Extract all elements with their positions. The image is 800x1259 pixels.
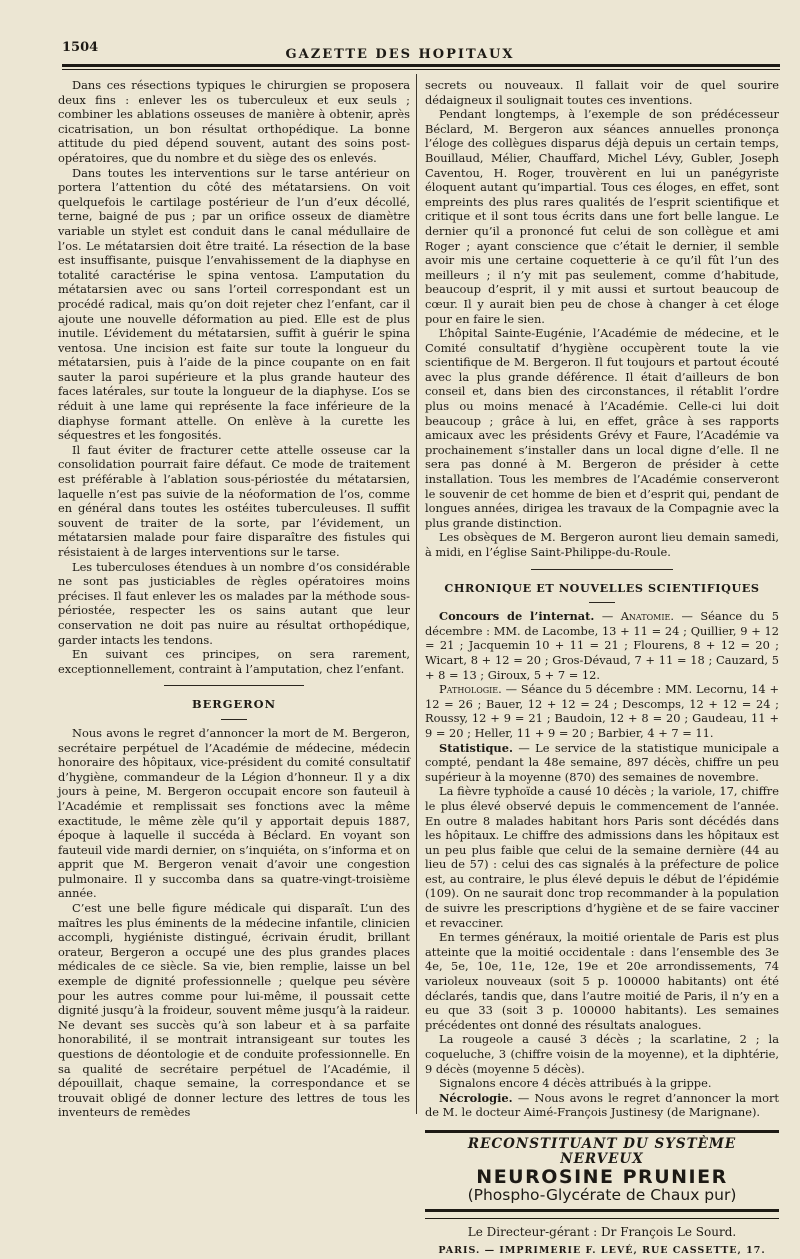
rubric-text: — Séance du 5 décembre : MM. de Lacombe, 13 + 11 = 24 ; Quillier, 9 + 12 = 21 ; Jacquemin 10 + 11 = 21 ; Flourens, 8 + 12 = 20 ; Wicart, 8 + 12 = 20 ; Gros-Dévaud, 7 + 11 = 18 ; Cauzard, 5 + 8 = 13 ; Giroux, 5 + 7 = 12. <box>425 609 779 682</box>
rubric-heading: Statistique. <box>439 740 513 755</box>
title-underline <box>589 602 615 603</box>
right-column <box>425 78 779 1259</box>
paragraph: En suivant ces principes, on sera rarement, exceptionnellement, contraint à l’amputation, chez l’enfant. <box>58 647 410 676</box>
section-title-chronique: CHRONIQUE ET NOUVELLES SCIENTIFIQUES <box>444 580 760 595</box>
paragraph: Dans ces résections typiques le chirurgien se proposera deux fins : enlever les os tuberculeux et eux seuls ; combiner les ablations osseuses de manière à obtenir, après cicatrisation, un bon résultat orthopédique. La bonne attitude du pied dépend souvent, autant des soins post-opératoires, que du nombre et du siège des os enlevés. <box>58 78 410 165</box>
ad-product-name: NEUROSINE PRUNIER <box>476 1166 728 1189</box>
header-rule <box>62 64 780 70</box>
paragraph: Signalons encore 4 décès attribués à la grippe. <box>439 1076 712 1091</box>
left-column <box>58 78 410 1120</box>
section-title-bergeron: BERGERON <box>192 697 276 712</box>
column-divider <box>416 74 417 1114</box>
paragraph: Les tuberculoses étendues à un nombre d’os considérable ne sont pas justiciables de règles opératoires moins précises. Il faut enlever les os malades par la méthode sous-périostée, respecter les os sains autant que leur conservation ne doit pas nuire au résultat orthopédique, garder intacts les tendons. <box>58 559 410 647</box>
gerant-line: Le Directeur-gérant : Dr François Le Sourd. <box>467 1224 737 1239</box>
ornament-divider <box>58 681 410 689</box>
rubric-text: — Nous avons le regret d’annoncer la mort de M. le docteur Aimé-François Justinesy (de Marignane). <box>425 1090 779 1120</box>
paragraph: Pendant longtemps, à l’exemple de son prédécesseur Béclard, M. Bergeron aux séances annuelles prononça l’éloge des collègues disparus déjà depuis un certain temps, Bouillaud, Mélier, Chauffard, Michel Lévy, Gubler, Joseph Caventou, H. Roger, trouvèrent en lui un panégyriste éloquent autant qu’impartial. Tous ces éloges, en effet, sont empreints des plus rares qualités de l’esprit scientifique et critique et il sont tous écrits dans une fort belle langue. Le dernier qu’il a prononcé fut celui de son collègue et ami Roger ; ayant conscience que c’était le dernier, il semble avoir mis une certaine coquetterie à ce qu’il fût l’un des meilleurs ; il n’y mit pas seulement, comme d’habitude, beaucoup d’esprit, il y mit aussi et surtout beaucoup de cœur. Il y aurait bien peu de chose à changer à cet éloge pour en faire le sien. <box>425 107 779 326</box>
rubric-heading: Nécrologie. <box>439 1090 513 1105</box>
paragraph: Les obsèques de M. Bergeron auront lieu demain samedi, à midi, en l’église Saint-Philippe-du-Roule. <box>425 530 779 559</box>
paragraph: Concours de l’internat. — Anatomie. — Séance du 5 décembre : MM. de Lacombe, 13 + 11 = 24 ; Quillier, 9 + 12 = 21 ; Jacquemin 10 + 11 = 21 ; Flourens, 8 + 12 = 20 ; Wicart, 8 + 12 = 20 ; Gros-Dévaud, 7 + 11 = 18 ; Cauzard, 5 + 8 = 13 ; Giroux, 5 + 7 = 12. <box>425 609 779 682</box>
paragraph: Dans toutes les interventions sur le tarse antérieur on portera l’attention du côté des métatarsiens. On voit quelquefois le cartilage postérieur de l’un d’eux décollé, terne, baigné de pus ; par un orifice osseux de diamètre variable un stylet est conduit dans le canal médullaire de l’os. Le métatarsien doit être traité. La résection de la base est insuffisante, puisque l’envahissement de la diaphyse en totalité caractérise le spina ventosa. L’amputation du métatarsien avec ou sans l’orteil correspondant est un procédé radical, mais qu’on doit rejeter chez l’enfant, car il ajoute une nouvelle déformation au pied. Elle est de plus inutile. L’évidement du métatarsien, suffit à guérir le spina ventosa. Une incision est faite sur toute la longueur du métatarsien, puis à l’aide de la pince coupante on en fait sauter la paroi supérieure et la plus grande hauteur des faces latérales, sur toute la longueur de la diaphyse. L’os se réduit à une lame qui représente la face inférieure de la diaphyse formant attelle. On enlève à la curette les séquestres et les fongosités. <box>58 165 410 443</box>
paragraph <box>425 1091 779 1120</box>
paragraph: La rougeole a causé 3 décès ; la scarlatine, 2 ; la coqueluche, 3 (chiffre voisin de la moyenne), et la diphtérie, 9 décès (moyenne 5 décès). <box>425 1032 779 1076</box>
ornament-divider <box>425 565 779 573</box>
running-head: GAZETTE DES HOPITAUX <box>285 47 515 62</box>
paragraph: En termes généraux, la moitié orientale de Paris est plus atteinte que la moitié occidentale : dans l’ensemble des 3e 4e, 5e, 10e, 11e, 12e, 19e et 20e arrondissements, 74 varioleux nouveaux (soit 5 p. 100000 habitants) ont été déclarés, tandis que, dans l’autre moitié de Paris, il n’y en a eu que 33 (soit 3 p. 100000 habitants). Les semaines précédentes ont donné des résultats analogues. <box>425 930 779 1032</box>
rubric-text: — Séance du 5 décembre : MM. Lecornu, 14 + 12 = 26 ; Bauer, 12 + 12 = 24 ; Descomps, 12 + 12 = 24 ; Roussy, 12 + 9 = 21 ; Baudoin, 12 + 8 = 20 ; Gaudeau, 11 + 9 = 20 ; Heller, 11 + 9 = 20 ; Barbier, 4 + 7 = 11. <box>425 682 779 740</box>
paragraph: secrets ou nouveaux. Il fallait voir de quel sourire dédaigneux il soulignait toutes ces inventions. <box>425 78 779 107</box>
paragraph: L’hôpital Sainte-Eugénie, l’Académie de médecine, et le Comité consultatif d’hygiène occupèrent toute la vie scientifique de M. Bergeron. Il fut toujours et partout écouté avec la plus grande déférence. Il était d’ailleurs de bon conseil et, dans bien des circonstances, il rétablit l’ordre plus ou moins menacé à l’Académie. Celle-ci lui doit beaucoup ; grâce à lui, en effet, grâce à ses rapports amicaux avec les présidents Grévy et Faure, l’Académie va prochainement s’installer dans un local digne d’elle. Il ne sera pas donné à M. Bergeron de présider à cette installation. Tous les membres de l’Académie conserveront le souvenir de cet homme de bien et d’esprit qui, pendant de longues années, dirigea les travaux de la Compagnie avec la plus grande distinction. <box>425 326 779 530</box>
rubric-heading: Concours de l’internat. <box>439 609 595 624</box>
ad-subtitle: (Phospho-Glycérate de Chaux pur) <box>467 1186 737 1205</box>
imprint-line: PARIS. — IMPRIMERIE F. LEVÉ, RUE CASSETTE, 17. <box>438 1245 766 1257</box>
paragraph: La fièvre typhoïde a causé 10 décès ; la variole, 17, chiffre le plus élevé observé depuis le commencement de l’année. En outre 8 malades habitant hors Paris sont décédés dans les hôpitaux. Le chiffre des admissions dans les hôpitaux est un peu plus faible que celui de la semaine dernière (44 au lieu de 57) : celui des cas signalés à la préfecture de police est, au contraire, le plus élevé depuis le début de l’épidémie (109). On ne saurait donc trop recommander à la population de suivre les prescriptions d’hygiène et de se faire vacciner et revacciner. <box>425 784 779 930</box>
rubric-text: — Le service de la statistique municipale a compté, pendant la 48e semaine, 897 décès, chiffre un peu supérieur à la moyenne (870) des semaines de novembre. <box>425 740 779 784</box>
advertisement <box>425 1130 779 1212</box>
paragraph: Il faut éviter de fracturer cette attelle osseuse car la consolidation pourrait faire défaut. Ce mode de traitement est préférable à l’ablation sous-périostée du métatarsien, laquelle n’est pas suivie de la néoformation de l’os, comme en général dans toutes les ostéites tuberculeuses. Il suffit souvent de traiter de la sorte, par l’évidement, un métatarsien malade pour faire disparaître des fistules qui résistaient à de larges interventions sur le tarse. <box>58 442 410 559</box>
footer-rule <box>425 1218 779 1219</box>
paragraph: Nous avons le regret d’annoncer la mort de M. Bergeron, secrétaire perpétuel de l’Académie de médecine, médecin honoraire des hôpitaux, vice-président du comité consultatif d’hygiène, commandeur de la Légion d’honneur. Il y a dix jours à peine, M. Bergeron occupait encore son fauteuil à l’Académie et remplissait ses fonctions avec la même exactitude, le même zèle qu’il y apportait depuis 1887, époque à laquelle il succéda à Béclard. En voyant son fauteuil vide mardi dernier, on s’inquiéta, on s’informa et on apprit que M. Bergeron venait d’avoir une congestion pulmonaire. Il y succomba dans sa quatre-vingt-troisième année. <box>58 725 410 901</box>
rubric-subheading: Anatomie. <box>620 609 674 624</box>
rubric-subheading: Pathologie. <box>439 682 502 697</box>
paragraph: C’est une belle figure médicale qui disparaît. L’un des maîtres les plus éminents de la médecine infantile, clinicien accompli, hygiéniste distingué, écrivain érudit, brillant orateur, Bergeron a occupé une des plus grandes places médicales de ce siècle. Sa vie, bien remplie, laisse un bel exemple de dignité professionnelle ; quelque peu sévère pour les autres comme pour lui-même, il poussait cette dignité jusqu’à la froideur, souvent même jusqu’à la raideur. Ne devant ses succès qu’à son labeur et à sa parfaite honorabilité, il se montrait intransigeant sur toutes les questions de déontologie et de conduite professionnelle. En sa qualité de secrétaire perpétuel de l’Académie, il dépouillait, chaque semaine, la correspondance et se trouvait obligé de donner lecture des lettres de tous les inventeurs de remèdes <box>58 901 410 1120</box>
paragraph <box>425 682 779 740</box>
title-underline <box>221 719 247 720</box>
paragraph <box>425 741 779 785</box>
ad-tagline: RECONSTITUANT DU SYSTÈME NERVEUX <box>467 1135 737 1167</box>
page-number: 1504 <box>62 40 99 55</box>
